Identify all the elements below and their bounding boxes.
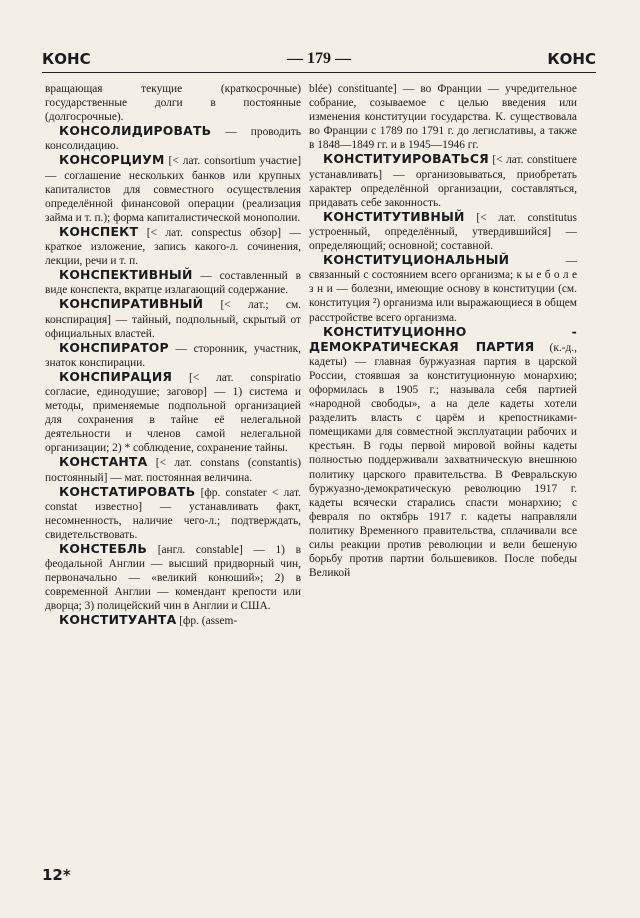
dictionary-entry (45, 82, 301, 124)
dictionary-entry (45, 370, 301, 456)
entry-definition: [< лат. constituere устанавливать] — организовываться, приобретать характер определённой организации, составляться, придавать себе законность. (309, 154, 577, 209)
page-header (42, 48, 596, 73)
dictionary-entry (309, 210, 577, 253)
entry-headword: КОНСТИТУАНТА (59, 612, 177, 628)
dictionary-entry (45, 485, 301, 542)
entry-headword: КОНСОРЦИУМ (59, 152, 165, 168)
entry-definition: — проводить консолидацию. (45, 126, 301, 153)
dictionary-entry (45, 297, 301, 340)
dictionary-entry (309, 325, 577, 581)
entry-definition: blée) constituante] — во Франции — учредительное собрание, созываемое с целью введения или изменения конституции государства. К. существовала во Франции с 1789 по 1791 г. до легислативы, а также в 1848—1849 гг. и в 1945—1946 гг. (309, 83, 577, 152)
entry-definition: вращающая текущие (краткосрочные) государственные долги в постоянные (долгосрочные). (45, 83, 301, 124)
entry-definition: — связанный с состоянием всего организма; к ы е б о л е з н и — болезни, имеющие основу в конституции (см. конституция ²) организма или выражающиеся в общем расстройстве всего организма. (309, 255, 577, 324)
dictionary-entry (45, 124, 301, 153)
entry-headword: КОНСТИТУЦИОНАЛЬНЫЙ (323, 252, 510, 268)
entry-definition: — сторонник, участник, знаток конспирации. (45, 342, 301, 369)
header-left-guide-word: КОНС (42, 50, 91, 68)
entry-definition: [< лат. consortium участие] — соглашение нескольких банков или крупных капиталистов для совместного осуществления определённой финансовой операции (реализация займа и т. п.); форма капиталистической монополии. (45, 155, 301, 224)
dictionary-entry (45, 153, 301, 224)
dictionary-entry (309, 82, 577, 152)
dictionary-entry (309, 152, 577, 209)
entry-definition: [< лат. constans (constantis) постоянный] — мат. постоянная величина. (45, 457, 301, 484)
entry-definition: [< лат. conspectus обзор] — краткое изложение, запись какого-л. сочинения, лекции, речи и т. п. (45, 226, 301, 268)
entry-headword: КОНСТАНТА (59, 454, 148, 470)
right-column (309, 82, 577, 852)
dictionary-entry (45, 455, 301, 484)
entry-definition: — составленный в виде конспекта, вкратце излагающий содержание. (45, 270, 301, 297)
dictionary-entry (45, 341, 301, 370)
header-right-guide-word: КОНС (547, 50, 596, 68)
dictionary-entry (309, 253, 577, 324)
entry-headword: КОНСТЕБЛЬ (59, 541, 148, 556)
entry-definition: [< лат.; см. конспирация] — тайный, подпольный, скрытый от официальных властей. (45, 299, 301, 340)
dictionary-entry (45, 268, 301, 297)
entry-definition: [< лат. constitutus устроенный, определённый, утвердившийся] — определяющий; основной; составной. (309, 211, 577, 253)
dictionary-entry (45, 225, 301, 268)
entry-headword: КОНСПЕКТ (59, 223, 139, 239)
dictionary-entry (45, 542, 301, 613)
entry-definition: (к.-д., кадеты) — главная буржуазная партия в царской России, стоявшая за конституционную монархию; оформилась в 1905 г.; называла себя партией «народной свободы», а на деле кадеты хотели разделить власть с царём и крепостниками-помещиками для совместной эксплуатации рабочих и крестьян. В годы первой мировой войны кадеты полностью поддерживали захватническую внешнюю политику царского правительства. В Февральскую буржуазно-демократическую революцию 1917 г. кадеты всячески старались спасти монархию; с февраля по октябрь 1917 г. кадеты направляли политику Временного правительства, сплачивали все силы реакции против революции и вели бешеную борьбу против партии большевиков. После победы Великой (309, 341, 577, 580)
dictionary-entry (45, 613, 301, 628)
entry-headword: КОНСТИТУИРОВАТЬСЯ (323, 151, 489, 167)
page-number: — 179 — (287, 50, 351, 67)
entry-definition: [фр. constater < лат. constat известно] — устанавливать факт, несомненность, наличие чего-л.; подтверждать, свидетельствовать. (45, 486, 301, 541)
entry-headword: КОНСТИТУЦИОННО - ДЕМОКРАТИЧЕСКАЯ ПАРТИЯ (309, 323, 577, 354)
entry-headword: КОНСТАТИРОВАТЬ (59, 483, 196, 499)
entry-headword: КОНСПИРАТОР (59, 339, 169, 355)
entry-definition: [англ. constable] — 1) в феодальной Англии — высший придворный чин, первоначально — «великий конюший»; 2) в современной Англии — комендант крепости или дворца; 3) полицейский чин в Англии и США. (45, 544, 301, 613)
left-column (45, 82, 301, 852)
entry-definition: [фр. (assem- (176, 615, 238, 628)
entry-definition: [< лат. conspiratio согласие, единодушие; заговор] — 1) система и методы, применяемые подпольной организацией для сохранения в тайне её нелегальной деятельности и членов самой нелегальной организации; 2) * соблюдение, сохранение тайны. (45, 371, 301, 455)
entry-headword: КОНСПЕКТИВНЫЙ (59, 267, 193, 283)
entry-headword: КОНСТИТУТИВНЫЙ (323, 208, 465, 224)
printer-signature: 12* (42, 866, 71, 884)
entry-headword: КОНСПИРАТИВНЫЙ (59, 296, 204, 312)
entry-headword: КОНСОЛИДИРОВАТЬ (59, 123, 212, 139)
entry-headword: КОНСПИРАЦИЯ (59, 368, 173, 384)
